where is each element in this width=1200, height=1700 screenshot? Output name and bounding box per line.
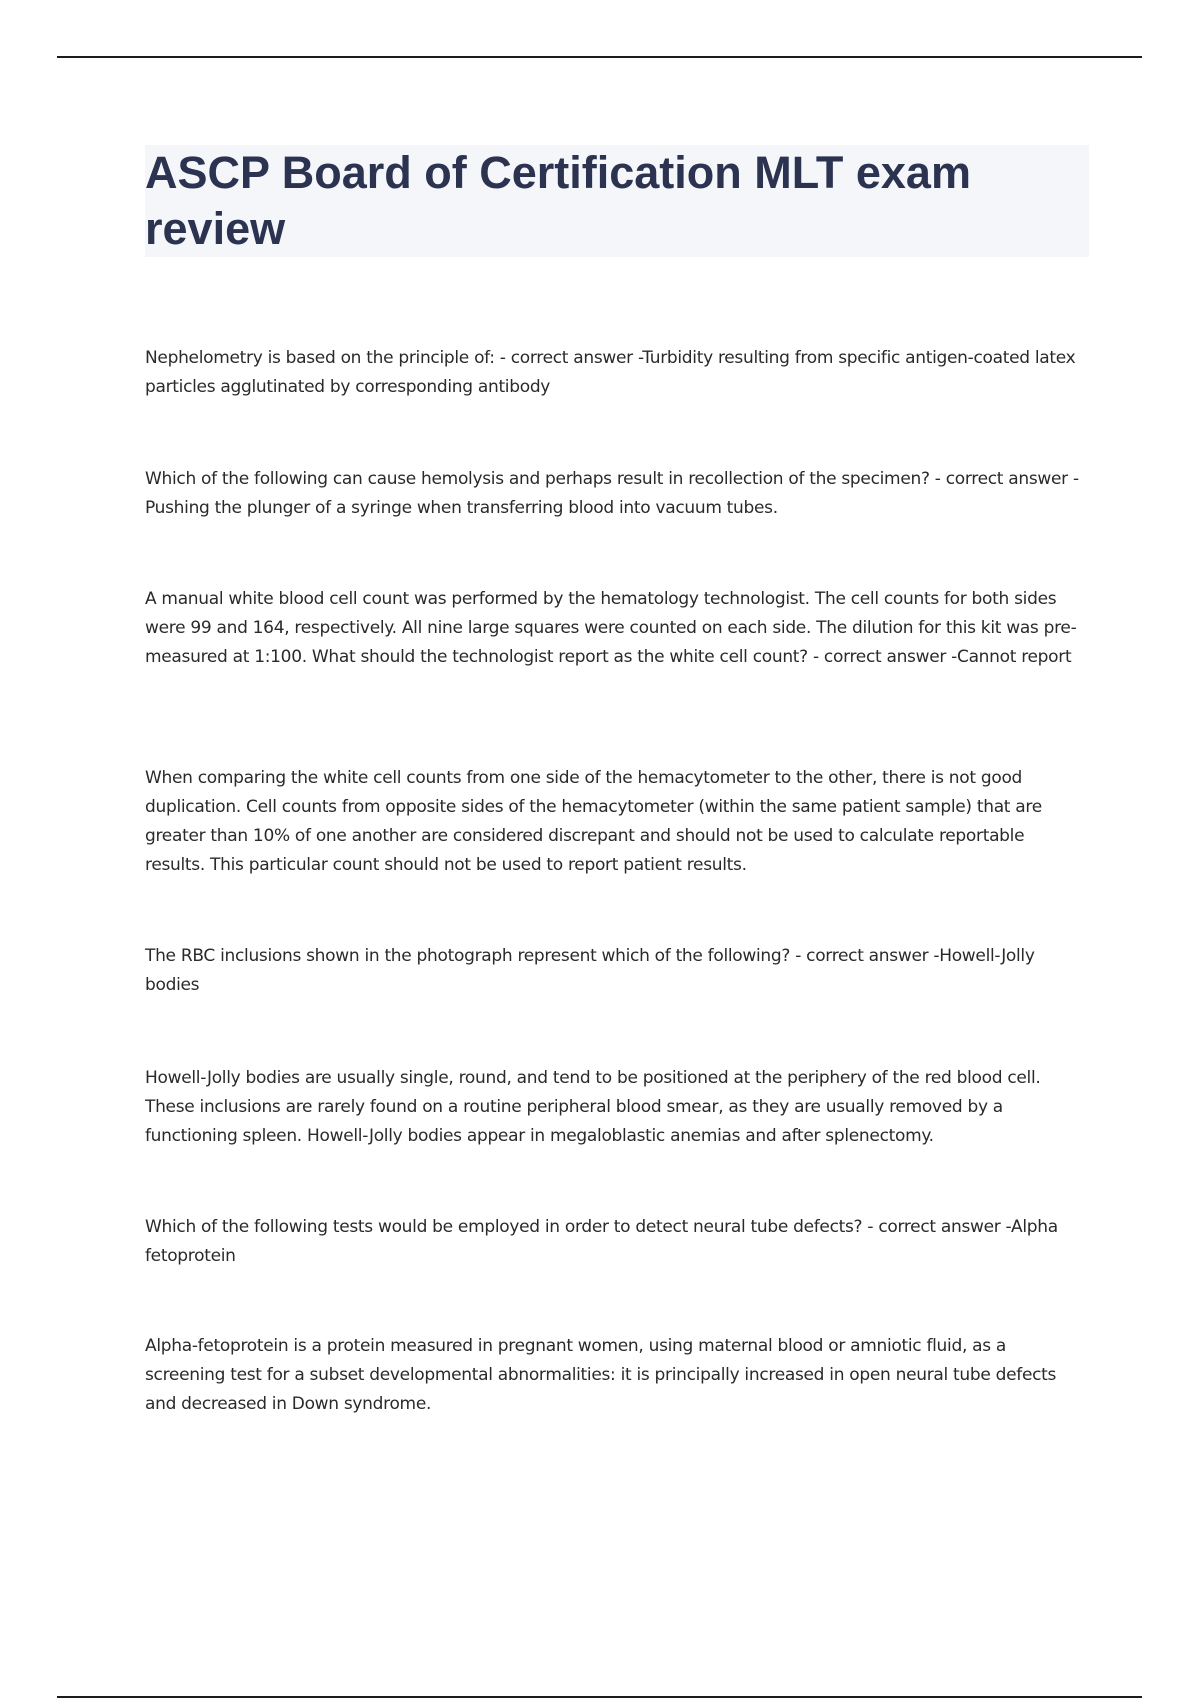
question-hemolysis: Which of the following can cause hemolysis and perhaps result in recollection of the specimen? - correct answer -Pushing the plunger of a syringe when transferring blood into vacuum tubes. bbox=[145, 469, 1079, 518]
question-white-cell-count: A manual white blood cell count was performed by the hematology technologist. The cell counts for both sides were 99 and 164, respectively. All nine large squares were counted on each side. The dilution for this kit was pre-measured at 1:100. What should the technologist report as the white cell count? - correct answer -Cannot report bbox=[145, 589, 1077, 667]
top-divider bbox=[57, 56, 1142, 58]
document-title: ASCP Board of Certification MLT exam review bbox=[145, 147, 971, 254]
explanation-hemacytometer: When comparing the white cell counts from one side of the hemacytometer to the other, there is not good duplication. Cell counts from opposite sides of the hemacytometer (within the same patient sample) that are greater than 10% of one another are considered discrepant and should not be used to calculate reportable results. This particular count should not be used to report patient results. bbox=[145, 768, 1042, 875]
title-banner bbox=[145, 145, 1089, 257]
question-neural-tube: Which of the following tests would be employed in order to detect neural tube defects? - correct answer -Alpha fetoprotein bbox=[145, 1217, 1058, 1266]
bottom-divider bbox=[57, 1696, 1142, 1698]
explanation-alpha-fetoprotein: Alpha-fetoprotein is a protein measured in pregnant women, using maternal blood or amniotic fluid, as a screening test for a subset developmental abnormalities: it is principally increased in open neural tube defects and decreased in Down syndrome. bbox=[145, 1336, 1057, 1414]
explanation-howell-jolly: Howell-Jolly bodies are usually single, round, and tend to be positioned at the periphery of the red blood cell. These inclusions are rarely found on a routine peripheral blood smear, as they are usually removed by a functioning spleen. Howell-Jolly bodies appear in megaloblastic anemias and after splenectomy. bbox=[145, 1068, 1041, 1146]
question-nephelometry: Nephelometry is based on the principle of: - correct answer -Turbidity resulting from specific antigen-coated latex particles agglutinated by corresponding antibody bbox=[145, 348, 1076, 397]
question-rbc-inclusions: The RBC inclusions shown in the photograph represent which of the following? - correct answer -Howell-Jolly bodies bbox=[145, 946, 1035, 995]
